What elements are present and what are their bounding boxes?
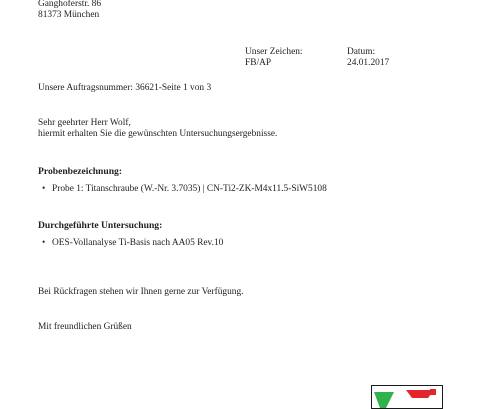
order-number-line: Unsere Auftragsnummer: 36621-Seite 1 von 3	[38, 83, 212, 93]
exam-item-text: OES-Vollanalyse Ti-Basis nach AA05 Rev.10	[52, 237, 224, 248]
date-label: Datum:	[347, 47, 376, 57]
logo-red-shape	[406, 390, 434, 398]
exam-list-item	[38, 238, 223, 249]
logo-graphic	[372, 386, 442, 408]
date-value: 24.01.2017	[347, 58, 390, 69]
sample-heading: Probenbezeichnung:	[38, 166, 123, 177]
exam-list	[38, 238, 223, 249]
company-logo	[371, 385, 443, 409]
intro-text: hiermit erhalten Sie die gewünschten Untersuchungsergebnisse.	[38, 129, 278, 140]
bullet-icon: •	[42, 237, 46, 248]
sample-list-item	[38, 184, 327, 195]
closing-text: Mit freundlichen Grüßen	[38, 322, 132, 332]
sample-list	[38, 184, 327, 195]
reference-value: FB/AP	[245, 58, 272, 69]
recipient-address	[38, 0, 101, 22]
bullet-icon: •	[42, 183, 46, 194]
sample-item-text: Probe 1: Titanschraube (W.-Nr. 3.7035) | CN-Ti2-ZK-M4x11.5-SiW5108	[52, 183, 327, 194]
salutation: Sehr geehrter Herr Wolf,	[38, 118, 131, 128]
reference-label: Unser Zeichen:	[245, 47, 303, 57]
reference-block	[245, 47, 303, 70]
address-city: 81373 München	[38, 10, 100, 21]
exam-heading: Durchgeführte Untersuchung:	[38, 220, 163, 231]
exam-section	[38, 220, 223, 249]
greeting-block	[38, 118, 277, 141]
address-street: Ganghoferstr. 86	[38, 0, 102, 9]
logo-red-mark	[430, 389, 436, 395]
questions-text: Bei Rückfragen stehen wir Ihnen gerne zur Verfügung.	[38, 287, 244, 297]
date-block	[347, 47, 389, 70]
sample-section	[38, 166, 327, 195]
